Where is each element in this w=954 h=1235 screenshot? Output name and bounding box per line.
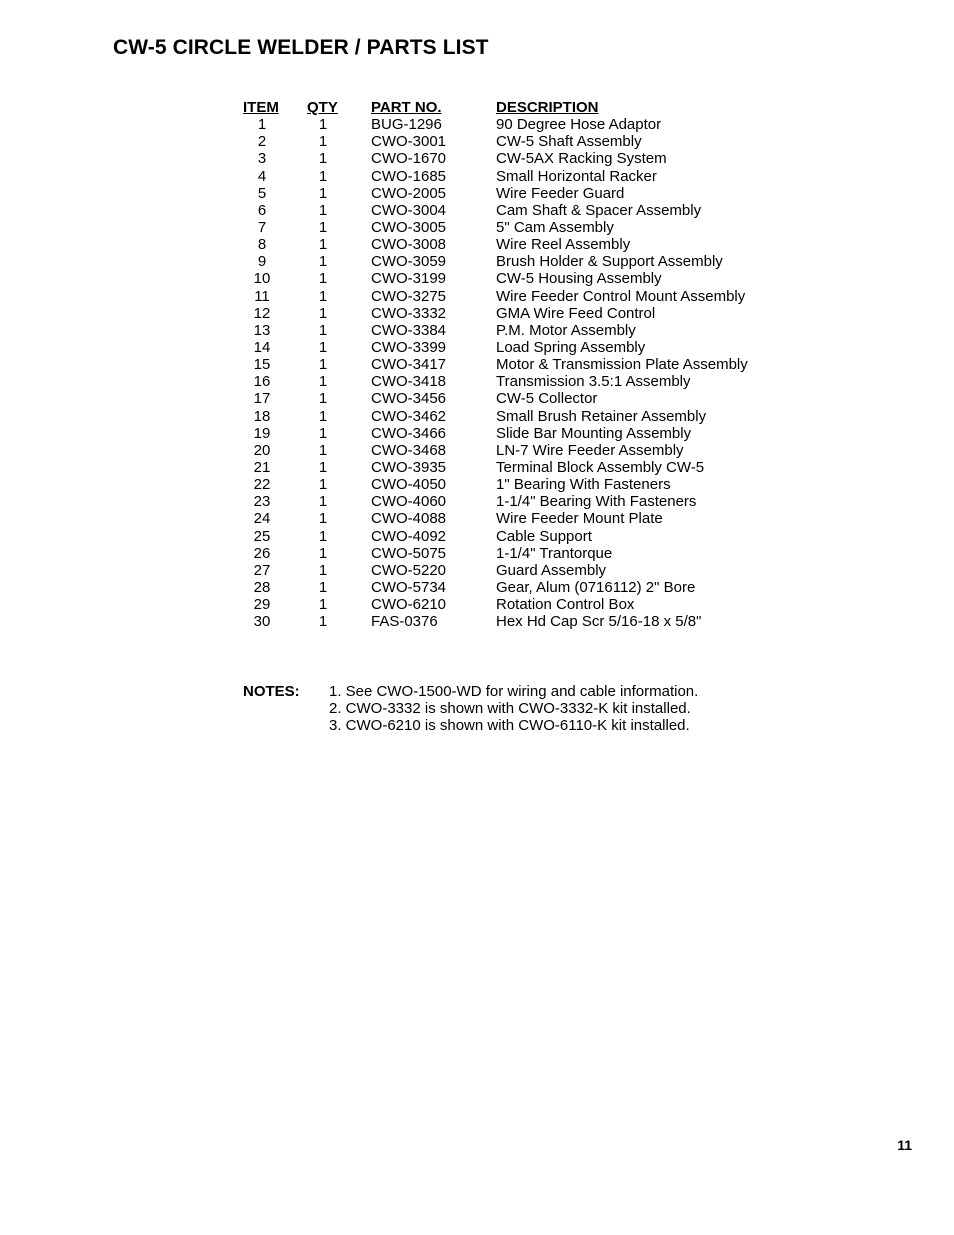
- cell-part-no: CWO-3332: [371, 304, 447, 322]
- cell-qty: 1: [318, 561, 328, 579]
- cell-qty: 1: [318, 424, 328, 442]
- cell-qty: 1: [318, 253, 328, 271]
- cell-item: 8: [257, 236, 267, 254]
- cell-description: Wire Feeder Control Mount Assembly: [496, 287, 746, 305]
- cell-description: 90 Degree Hose Adaptor: [496, 116, 662, 134]
- cell-description: Cable Support: [496, 527, 592, 545]
- cell-part-no: FAS-0376: [371, 613, 438, 631]
- cell-part-no: CWO-5220: [371, 561, 447, 579]
- cell-part-no: CWO-3462: [371, 407, 447, 425]
- cell-qty: 1: [318, 527, 328, 545]
- cell-item: 4: [257, 167, 267, 185]
- cell-item: 19: [253, 424, 271, 442]
- table-row: [243, 356, 776, 373]
- notes-list: [329, 683, 698, 735]
- table-row: [243, 545, 776, 562]
- cell-description: Wire Feeder Guard: [496, 184, 625, 202]
- cell-qty: 1: [318, 338, 328, 356]
- cell-item: 13: [253, 321, 271, 339]
- cell-part-no: CWO-3005: [371, 218, 447, 236]
- cell-part-no: CWO-4092: [371, 527, 447, 545]
- table-row: [243, 528, 776, 545]
- cell-part-no: CWO-3418: [371, 373, 447, 391]
- cell-part-no: CWO-3004: [371, 201, 447, 219]
- cell-item: 27: [253, 561, 271, 579]
- cell-description: Load Spring Assembly: [496, 338, 646, 356]
- cell-item: 24: [253, 510, 271, 528]
- cell-item: 12: [253, 304, 271, 322]
- cell-qty: 1: [318, 304, 328, 322]
- cell-item: 7: [257, 218, 267, 236]
- cell-description: Hex Hd Cap Scr 5/16-18 x 5/8": [496, 613, 702, 631]
- cell-description: CW-5 Shaft Assembly: [496, 133, 642, 151]
- table-row: [243, 185, 776, 202]
- cell-description: 1-1/4" Trantorque: [496, 544, 613, 562]
- note-item: 1. See CWO-1500-WD for wiring and cable information.: [329, 683, 699, 700]
- cell-description: CW-5 Collector: [496, 390, 598, 408]
- cell-part-no: CWO-3935: [371, 458, 447, 476]
- cell-qty: 1: [318, 510, 328, 528]
- table-row: [243, 202, 776, 219]
- cell-qty: 1: [318, 476, 328, 494]
- cell-item: 26: [253, 544, 271, 562]
- table-row: [243, 236, 776, 253]
- cell-part-no: CWO-3384: [371, 321, 447, 339]
- cell-item: 29: [253, 596, 271, 614]
- table-row: [243, 613, 776, 630]
- cell-description: Cam Shaft & Spacer Assembly: [496, 201, 702, 219]
- header-description: DESCRIPTION: [496, 99, 599, 116]
- cell-qty: 1: [318, 373, 328, 391]
- cell-qty: 1: [318, 116, 328, 134]
- table-row: [243, 442, 776, 459]
- cell-part-no: CWO-3468: [371, 441, 447, 459]
- cell-part-no: CWO-3199: [371, 270, 447, 288]
- table-row: [243, 493, 776, 510]
- cell-part-no: CWO-4050: [371, 476, 447, 494]
- table-row: [243, 339, 776, 356]
- cell-description: 1-1/4" Bearing With Fasteners: [496, 493, 697, 511]
- table-row: [243, 253, 776, 270]
- cell-qty: 1: [318, 578, 328, 596]
- cell-description: Slide Bar Mounting Assembly: [496, 424, 692, 442]
- parts-table-body: [243, 116, 776, 630]
- cell-part-no: CWO-4060: [371, 493, 447, 511]
- table-row: [243, 562, 776, 579]
- cell-item: 21: [253, 458, 271, 476]
- table-row: [243, 322, 776, 339]
- cell-description: Wire Reel Assembly: [496, 236, 631, 254]
- cell-item: 15: [253, 356, 271, 374]
- cell-part-no: CWO-3001: [371, 133, 447, 151]
- cell-item: 30: [253, 613, 271, 631]
- cell-item: 16: [253, 373, 271, 391]
- cell-qty: 1: [318, 133, 328, 151]
- table-row: [243, 425, 776, 442]
- cell-item: 1: [257, 116, 267, 134]
- table-row: [243, 270, 776, 287]
- cell-qty: 1: [318, 441, 328, 459]
- cell-part-no: CWO-5734: [371, 578, 447, 596]
- cell-part-no: CWO-1670: [371, 150, 447, 168]
- cell-item: 17: [253, 390, 271, 408]
- cell-description: Gear, Alum (0716112) 2" Bore: [496, 578, 696, 596]
- cell-qty: 1: [318, 236, 328, 254]
- cell-item: 14: [253, 338, 271, 356]
- header-part-no: PART NO.: [371, 99, 442, 116]
- table-row: [243, 579, 776, 596]
- cell-qty: 1: [318, 390, 328, 408]
- cell-description: CW-5 Housing Assembly: [496, 270, 662, 288]
- cell-description: LN-7 Wire Feeder Assembly: [496, 441, 684, 459]
- cell-qty: 1: [318, 493, 328, 511]
- cell-item: 22: [253, 476, 271, 494]
- cell-description: Transmission 3.5:1 Assembly: [496, 373, 691, 391]
- cell-description: GMA Wire Feed Control: [496, 304, 656, 322]
- cell-part-no: CWO-2005: [371, 184, 447, 202]
- cell-part-no: CWO-5075: [371, 544, 447, 562]
- cell-description: 5" Cam Assembly: [496, 218, 614, 236]
- cell-qty: 1: [318, 184, 328, 202]
- cell-qty: 1: [318, 150, 328, 168]
- cell-part-no: BUG-1296: [371, 116, 442, 134]
- note-item: 2. CWO-3332 is shown with CWO-3332-K kit installed.: [329, 700, 691, 718]
- cell-part-no: CWO-6210: [371, 596, 447, 614]
- table-row: [243, 408, 776, 425]
- table-row: [243, 305, 776, 322]
- notes-label: NOTES:: [243, 683, 300, 700]
- cell-description: Motor & Transmission Plate Assembly: [496, 356, 748, 374]
- cell-qty: 1: [318, 407, 328, 425]
- table-row: [243, 476, 776, 493]
- cell-description: 1" Bearing With Fasteners: [496, 476, 671, 494]
- note-item: 3. CWO-6210 is shown with CWO-6110-K kit installed.: [329, 717, 690, 735]
- table-row: [243, 459, 776, 476]
- cell-qty: 1: [318, 458, 328, 476]
- header-item: ITEM: [243, 99, 279, 116]
- cell-item: 10: [253, 270, 271, 288]
- cell-part-no: CWO-3275: [371, 287, 447, 305]
- parts-table: [243, 99, 776, 630]
- cell-description: Wire Feeder Mount Plate: [496, 510, 663, 528]
- cell-item: 20: [253, 441, 271, 459]
- table-row: [243, 288, 776, 305]
- header-qty: QTY: [307, 99, 338, 116]
- cell-qty: 1: [318, 596, 328, 614]
- cell-part-no: CWO-3466: [371, 424, 447, 442]
- table-header-row: [243, 99, 776, 116]
- cell-item: 25: [253, 527, 271, 545]
- cell-item: 28: [253, 578, 271, 596]
- cell-item: 9: [257, 253, 267, 271]
- cell-qty: 1: [318, 201, 328, 219]
- table-row: [243, 219, 776, 236]
- page-number: 11: [897, 1137, 912, 1153]
- cell-part-no: CWO-1685: [371, 167, 447, 185]
- table-row: [243, 150, 776, 167]
- cell-item: 6: [257, 201, 267, 219]
- cell-qty: 1: [318, 613, 328, 631]
- cell-qty: 1: [318, 287, 328, 305]
- cell-description: Rotation Control Box: [496, 596, 635, 614]
- page-title: CW-5 CIRCLE WELDER / PARTS LIST: [113, 36, 489, 59]
- table-row: [243, 168, 776, 185]
- table-row: [243, 133, 776, 150]
- cell-description: Small Brush Retainer Assembly: [496, 407, 707, 425]
- cell-item: 3: [257, 150, 267, 168]
- cell-item: 5: [257, 184, 267, 202]
- cell-qty: 1: [318, 167, 328, 185]
- cell-part-no: CWO-3399: [371, 338, 447, 356]
- cell-qty: 1: [318, 270, 328, 288]
- table-row: [243, 596, 776, 613]
- cell-description: Terminal Block Assembly CW-5: [496, 458, 705, 476]
- cell-part-no: CWO-4088: [371, 510, 447, 528]
- cell-description: CW-5AX Racking System: [496, 150, 667, 168]
- cell-item: 23: [253, 493, 271, 511]
- cell-item: 18: [253, 407, 271, 425]
- cell-item: 2: [257, 133, 267, 151]
- table-row: [243, 510, 776, 527]
- cell-part-no: CWO-3008: [371, 236, 447, 254]
- cell-part-no: CWO-3059: [371, 253, 447, 271]
- cell-qty: 1: [318, 356, 328, 374]
- cell-part-no: CWO-3456: [371, 390, 447, 408]
- cell-qty: 1: [318, 218, 328, 236]
- cell-item: 11: [254, 287, 270, 305]
- table-row: [243, 390, 776, 407]
- cell-description: Brush Holder & Support Assembly: [496, 253, 723, 271]
- table-row: [243, 116, 776, 133]
- cell-qty: 1: [318, 321, 328, 339]
- cell-part-no: CWO-3417: [371, 356, 447, 374]
- cell-description: P.M. Motor Assembly: [496, 321, 636, 339]
- cell-qty: 1: [318, 544, 328, 562]
- cell-description: Guard Assembly: [496, 561, 607, 579]
- table-row: [243, 373, 776, 390]
- cell-description: Small Horizontal Racker: [496, 167, 657, 185]
